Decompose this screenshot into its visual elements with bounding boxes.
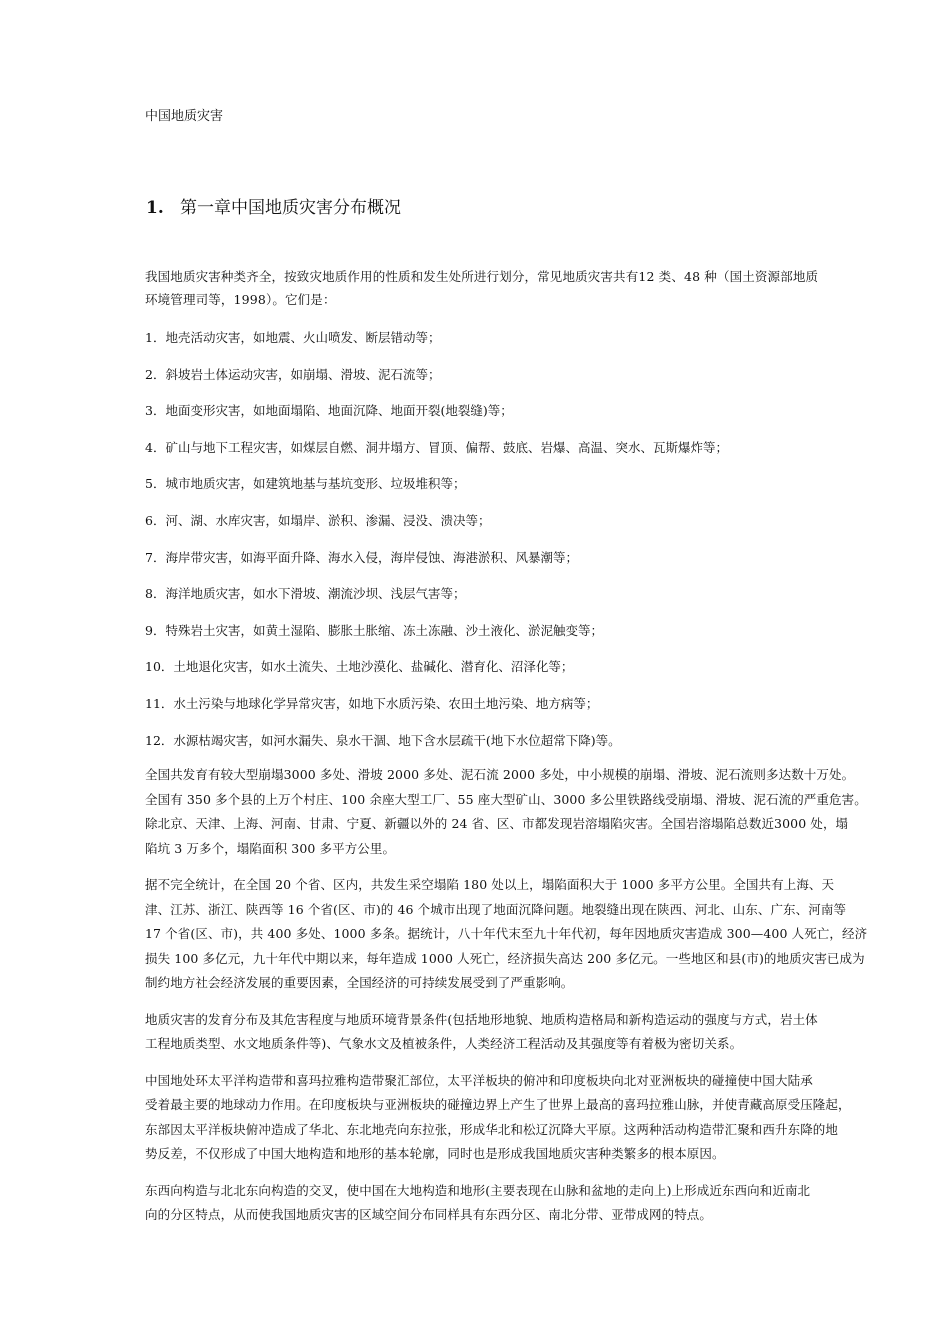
paragraph-line: 17 个省(区、市)，共 400 多处、1000 多条。据统计，八十年代末至九十年代初，每年因地质灾害造成 300—400 人死亡，经济 — [145, 926, 868, 942]
body-paragraph — [145, 1008, 907, 1057]
paragraph-line: 除北京、天津、上海、河南、甘肃、宁夏、新疆以外的 24 省、区、市都发现岩溶塌陷灾害。全国岩溶塌陷总数近3000 处，塌 — [145, 816, 849, 832]
paragraph-line: 东部因太平洋板块俯冲造成了华北、东北地壳向东拉张，形成华北和松辽沉降大平原。这两种活动构造带汇聚和西升东降的地 — [145, 1121, 839, 1137]
list-item: 5．城市地质灾害，如建筑地基与基坑变形、垃圾堆积等； — [145, 476, 466, 492]
document-title: 中国地质灾害 — [145, 109, 224, 124]
paragraph-line: 制约地方社会经济发展的重要因素，全国经济的可持续发展受到了严重影响。 — [145, 975, 574, 991]
list-item: 3．地面变形灾害，如地面塌陷、地面沉降、地面开裂(地裂缝)等； — [145, 403, 513, 419]
chapter-number: 1. — [146, 198, 164, 218]
list-item: 6．河、湖、水库灾害，如塌岸、淤积、渗漏、浸没、溃决等； — [145, 512, 491, 528]
paragraph-line: 受着最主要的地球动力作用。在印度板块与亚洲板块的碰撞边界上产生了世界上最高的喜玛拉雅山脉，并使青藏高原受压隆起， — [145, 1097, 851, 1113]
intro-line: 环境管理司等，1998）。它们是： — [145, 292, 336, 307]
paragraph-line: 向的分区特点，从而使我国地质灾害的区域空间分布同样具有东西分区、南北分带、亚带成网的特点。 — [145, 1207, 713, 1223]
body-paragraph — [145, 873, 907, 996]
paragraph-line: 工程地质类型、水文地质条件等)、气象水文及植被条件，人类经济工程活动及其强度等有着极为密切关系。 — [145, 1036, 743, 1052]
list-item: 1．地壳活动灾害，如地震、火山喷发、断层错动等； — [145, 330, 441, 345]
hazard-type-list — [145, 320, 907, 759]
paragraph-line: 损失 100 多亿元，九十年代中期以来，每年造成 1000 人死亡，经济损失高达 200 多亿元。一些地区和县(市)的地质灾害已成为 — [145, 950, 865, 966]
list-item: 7．海岸带灾害，如海平面升降、海水入侵，海岸侵蚀、海港淤积、风暴潮等； — [145, 549, 578, 565]
intro-paragraph — [145, 265, 907, 311]
list-item: 11．水土污染与地球化学异常灾害，如地下水质污染、农田土地污染、地方病等； — [145, 695, 599, 711]
list-item: 4．矿山与地下工程灾害，如煤层自燃、洞井塌方、冒顶、偏帮、鼓底、岩爆、高温、突水、瓦斯爆炸等； — [145, 439, 728, 455]
list-item: 8．海洋地质灾害，如水下滑坡、潮流沙坝、浅层气害等； — [145, 586, 466, 602]
paragraph-line: 中国地处环太平洋构造带和喜玛拉雅构造带聚汇部位，太平洋板块的俯冲和印度板块向北对亚洲板块的碰撞使中国大陆承 — [145, 1072, 813, 1088]
paragraph-line: 全国共发育有较大型崩塌3000 多处、滑坡 2000 多处、泥石流 2000 多处，中小规模的崩塌、滑坡、泥石流则多达数十万处。 — [145, 767, 855, 783]
body-paragraph — [145, 1179, 907, 1228]
paragraph-line: 全国有 350 多个县的上万个村庄、100 余座大型工厂、55 座大型矿山、3000 多公里铁路线受崩塌、滑坡、泥石流的严重危害。 — [145, 791, 867, 807]
paragraph-line: 据不完全统计，在全国 20 个省、区内，共发生采空塌陷 180 处以上，塌陷面积大于 1000 多平方公里。全国共有上海、天 — [145, 877, 835, 893]
paragraph-line: 势反差，不仅形成了中国大地构造和地形的基本轮廓，同时也是形成我国地质灾害种类繁多的根本原因。 — [145, 1146, 725, 1162]
document-body — [145, 265, 907, 1240]
paragraph-line: 津、江苏、浙江、陕西等 16 个省(区、市)的 46 个城市出现了地面沉降问题。地裂缝出现在陕西、河北、山东、广东、河南等 — [145, 901, 847, 917]
intro-line: 我国地质灾害种类齐全，按致灾地质作用的性质和发生处所进行划分，常见地质灾害共有12 类、48 种（国土资源部地质 — [145, 269, 819, 284]
paragraph-line: 东西向构造与北北东向构造的交叉，使中国在大地构造和地形(主要表现在山脉和盆地的走向上)上形成近东西向和近南北 — [145, 1182, 811, 1198]
body-paragraph — [145, 1069, 907, 1167]
chapter-title: 第一章中国地质灾害分布概况 — [180, 198, 401, 218]
paragraph-line: 地质灾害的发育分布及其危害程度与地质环境背景条件(包括地形地貌、地质构造格局和新构造运动的强度与方式，岩土体 — [145, 1011, 818, 1027]
list-item: 9．特殊岩土灾害，如黄土湿陷、膨胀土胀缩、冻土冻融、沙土液化、淤泥触变等； — [145, 622, 603, 638]
list-item: 12．水源枯竭灾害，如河水漏失、泉水干涸、地下含水层疏干(地下水位超常下降)等。 — [145, 732, 621, 748]
paragraph-line: 陷坑 3 万多个，塌陷面积 300 多平方公里。 — [145, 840, 396, 856]
list-item: 2．斜坡岩土体运动灾害，如崩塌、滑坡、泥石流等； — [145, 366, 441, 382]
body-paragraph — [145, 763, 907, 861]
list-item: 10．土地退化灾害，如水土流失、土地沙漠化、盐碱化、潜育化、沼泽化等； — [145, 659, 574, 675]
chapter-heading — [146, 195, 401, 221]
